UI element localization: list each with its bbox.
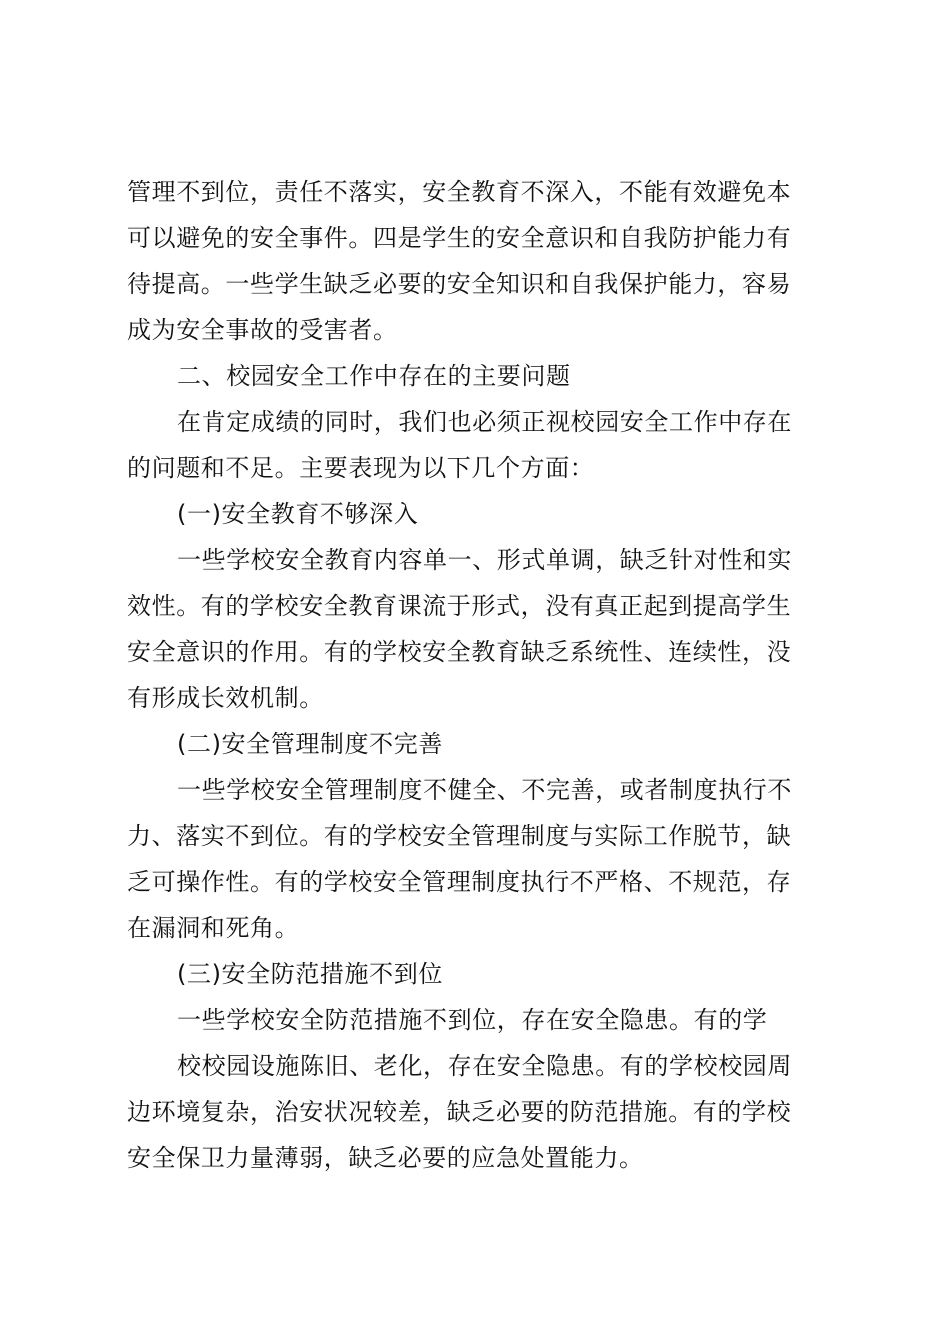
subsection-heading: (一)安全教育不够深入 [177, 500, 419, 528]
body-text-line: 效性。有的学校安全教育课流于形式，没有真正起到提高学生 [127, 592, 792, 620]
body-text-line: 在肯定成绩的同时，我们也必须正视校园安全工作中存在 [177, 408, 792, 436]
body-text-line: 成为安全事故的受害者。 [127, 316, 398, 344]
body-text-line: 乏可操作性。有的学校安全管理制度执行不严格、不规范，存 [127, 868, 792, 896]
subsection-heading: (三)安全防范措施不到位 [177, 960, 443, 988]
body-text-line: 一些学校安全管理制度不健全、不完善，或者制度执行不 [177, 776, 792, 804]
section-heading: 二、校园安全工作中存在的主要问题 [177, 362, 571, 390]
subsection-heading: (二)安全管理制度不完善 [177, 730, 443, 758]
body-text-line: 待提高。一些学生缺乏必要的安全知识和自我保护能力，容易 [127, 270, 792, 298]
body-text-line: 在漏洞和死角。 [127, 914, 300, 942]
body-text-line: 力、落实不到位。有的学校安全管理制度与实际工作脱节，缺 [127, 822, 792, 850]
body-text-line: 安全意识的作用。有的学校安全教育缺乏系统性、连续性，没 [127, 638, 792, 666]
body-text-line: 边环境复杂，治安状况较差，缺乏必要的防范措施。有的学校 [127, 1098, 792, 1126]
body-text-line: 可以避免的安全事件。四是学生的安全意识和自我防护能力有 [127, 224, 792, 252]
body-text-line: 校校园设施陈旧、老化，存在安全隐患。有的学校校园周 [177, 1052, 792, 1080]
body-text-line: 安全保卫力量薄弱，缺乏必要的应急处置能力。 [127, 1144, 644, 1172]
body-text-line: 管理不到位，责任不落实，安全教育不深入，不能有效避免本 [127, 178, 792, 206]
body-text-line: 有形成长效机制。 [127, 684, 324, 712]
body-text-line: 的问题和不足。主要表现为以下几个方面： [127, 454, 595, 482]
body-text-line: 一些学校安全防范措施不到位，存在安全隐患。有的学 [177, 1006, 768, 1034]
body-text-line: 一些学校安全教育内容单一、形式单调，缺乏针对性和实 [177, 546, 792, 574]
